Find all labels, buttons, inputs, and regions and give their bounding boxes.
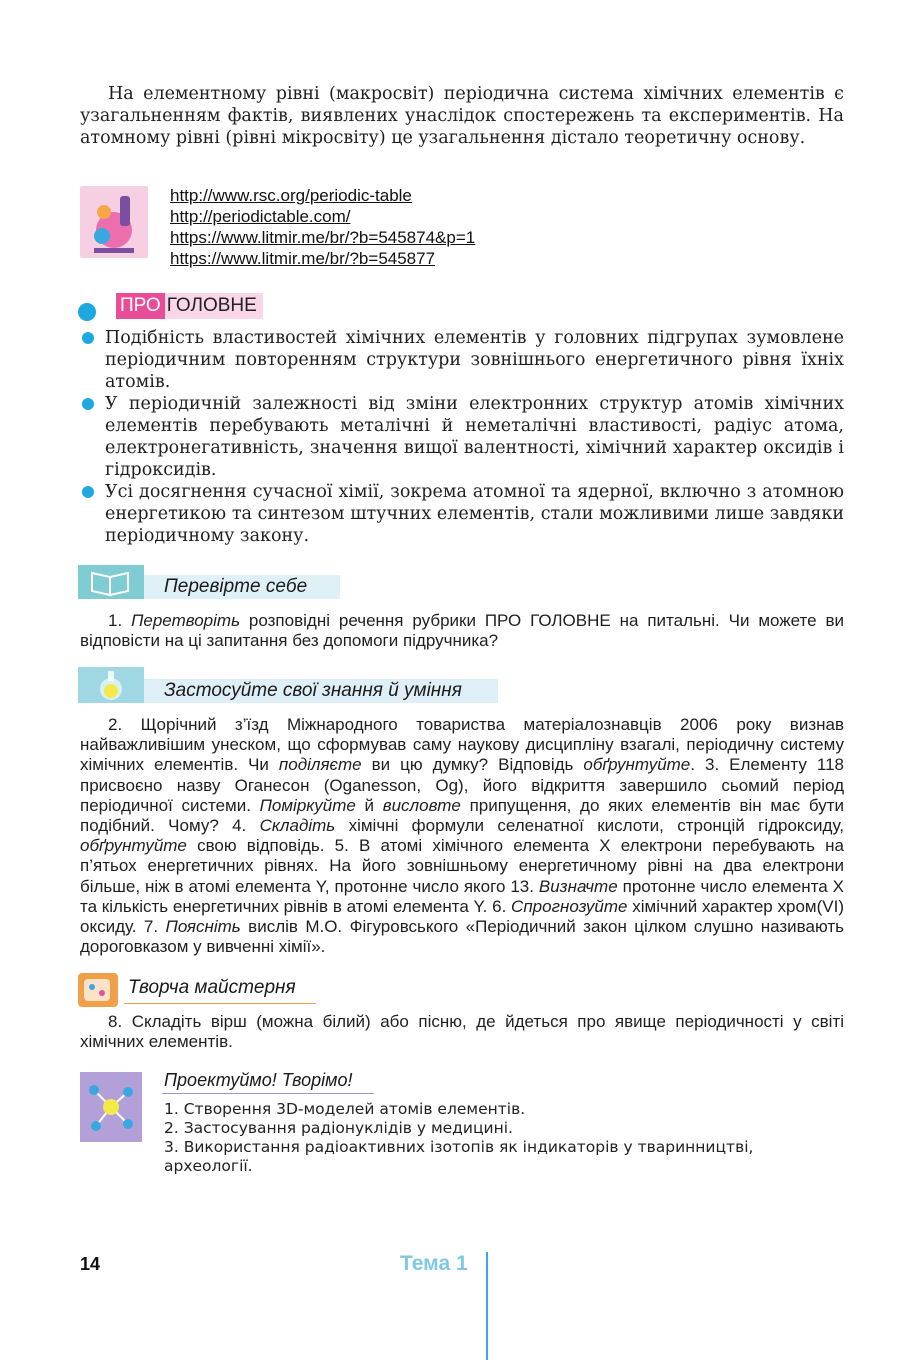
creative-workshop-header	[78, 973, 316, 1007]
list-item: 3. Використання радіоактивних ізотопів як індикаторів у тваринництві, археології.	[164, 1138, 754, 1175]
question-8: 8. Складіть вірш (можна білий) або пісню, де йдеться про явище періодичності у світі хімічних елементів.	[80, 1012, 844, 1051]
header-main-label: ГОЛОВНЕ	[165, 293, 263, 319]
book-icon	[78, 565, 144, 599]
list-item: У періодичній залежності від зміни електронних структур атомів хімічних елементів перебувають металічні й неметалічні властивості, радіус атома, електронегативність, значення вищої валентності, хімічний характер оксидів і гідроксидів.	[80, 393, 844, 481]
molecule-icon	[80, 1072, 142, 1142]
footer-divider	[486, 1252, 488, 1360]
pro-golovne-header	[78, 292, 263, 320]
questions-2-7: 2. Щорічний з’їзд Міжнародного товариства матеріалознавців 2006 року визнав найважливішим унеском, що сформував саму наукову дисципліну взагалі, періодичну систему хімічних елементів. Чи поділяєте ви цю думку? Відповідь обґрунтуйте. 3. Елементу 118 присвоєно назву Оганесон (Oganesson, Og), його відкриття завершило сьомий період періодичної системи. Поміркуйте й висловте припущення, до яких елементів він має бути подібний. Чому? 4. Складіть хімічні формули селенатної кислоти, стронцій гідроксиду, обґрунтуйте свою відповідь. 5. В атомі хімічного елемента X електрони перебувають на п’ятьох енергетичних рівнях. На його зовнішньому енергетичному рівні на два електрони більше, ніж в атомі елемента Y, протонне число якого 13. Визначте протонне число елемента X та кількість енергетичних рівнів в атомі елемента Y. 6. Спрогнозуйте хімічний характер хром(VI) оксиду. 7. Поясніть вислів М.О. Фігуровського «Періодичний закон цілком слушно називають дороговказом у вивченні хімії».	[80, 715, 845, 957]
check-yourself-header	[78, 565, 340, 599]
header-pro-label: ПРО	[116, 293, 165, 319]
section-title: Творча майстерня	[128, 977, 296, 998]
section-title: Перевірте себе	[164, 576, 308, 597]
flask-icon	[78, 667, 144, 703]
topic-label: Тема 1	[400, 1252, 468, 1275]
link-periodictable[interactable]: http://periodictable.com/	[170, 207, 351, 226]
apply-knowledge-header	[78, 667, 498, 703]
palette-icon	[78, 973, 118, 1007]
link-litmir-1[interactable]: https://www.litmir.me/br/?b=545874&p=1	[170, 228, 476, 247]
reference-links	[170, 185, 475, 269]
intro-paragraph: На елементному рівні (макросвіт) періодична система хімічних елементів є узагальненням фактів, виявлених унаслідок спостережень та експериментів. На атомному рівні (рівні мікросвіту) це узагальнення дістало теоретичну основу.	[80, 84, 844, 148]
summary-list	[80, 327, 844, 547]
lab-flask-icon	[80, 186, 148, 258]
bullet-icon	[82, 486, 94, 498]
list-item: 2. Застосування радіонуклідів у медицині.	[164, 1119, 513, 1137]
section-title: Застосуйте свої знання й уміння	[164, 680, 462, 701]
bullet-icon	[82, 332, 94, 344]
header-dot-icon	[78, 303, 96, 321]
list-item: Усі досягнення сучасної хімії, зокрема атомної та ядерної, включно з атомною енергетикою та синтезом штучних елементів, стали можливими лише завдяки періодичному закону.	[80, 481, 844, 547]
link-litmir-2[interactable]: https://www.litmir.me/br/?b=545877	[170, 249, 436, 268]
list-item: Подібність властивостей хімічних елементів у головних підгрупах зумовлене періодичним повторенням структури зовнішнього енергетичного рівня їхніх атомів.	[80, 327, 844, 393]
question-1: 1. Перетворіть розповідні речення рубрики ПРО ГОЛОВНЕ на питальні. Чи можете ви відповісти на ці запитання без допомоги підручника?	[80, 611, 844, 650]
link-rsc[interactable]: http://www.rsc.org/periodic-table	[170, 186, 412, 205]
page-number: 14	[80, 1254, 101, 1274]
bullet-icon	[82, 398, 94, 410]
project-list	[164, 1100, 804, 1176]
list-item: 1. Створення 3D-моделей атомів елементів.	[164, 1100, 526, 1118]
project-title: Проектуймо! Творімо!	[164, 1070, 353, 1090]
